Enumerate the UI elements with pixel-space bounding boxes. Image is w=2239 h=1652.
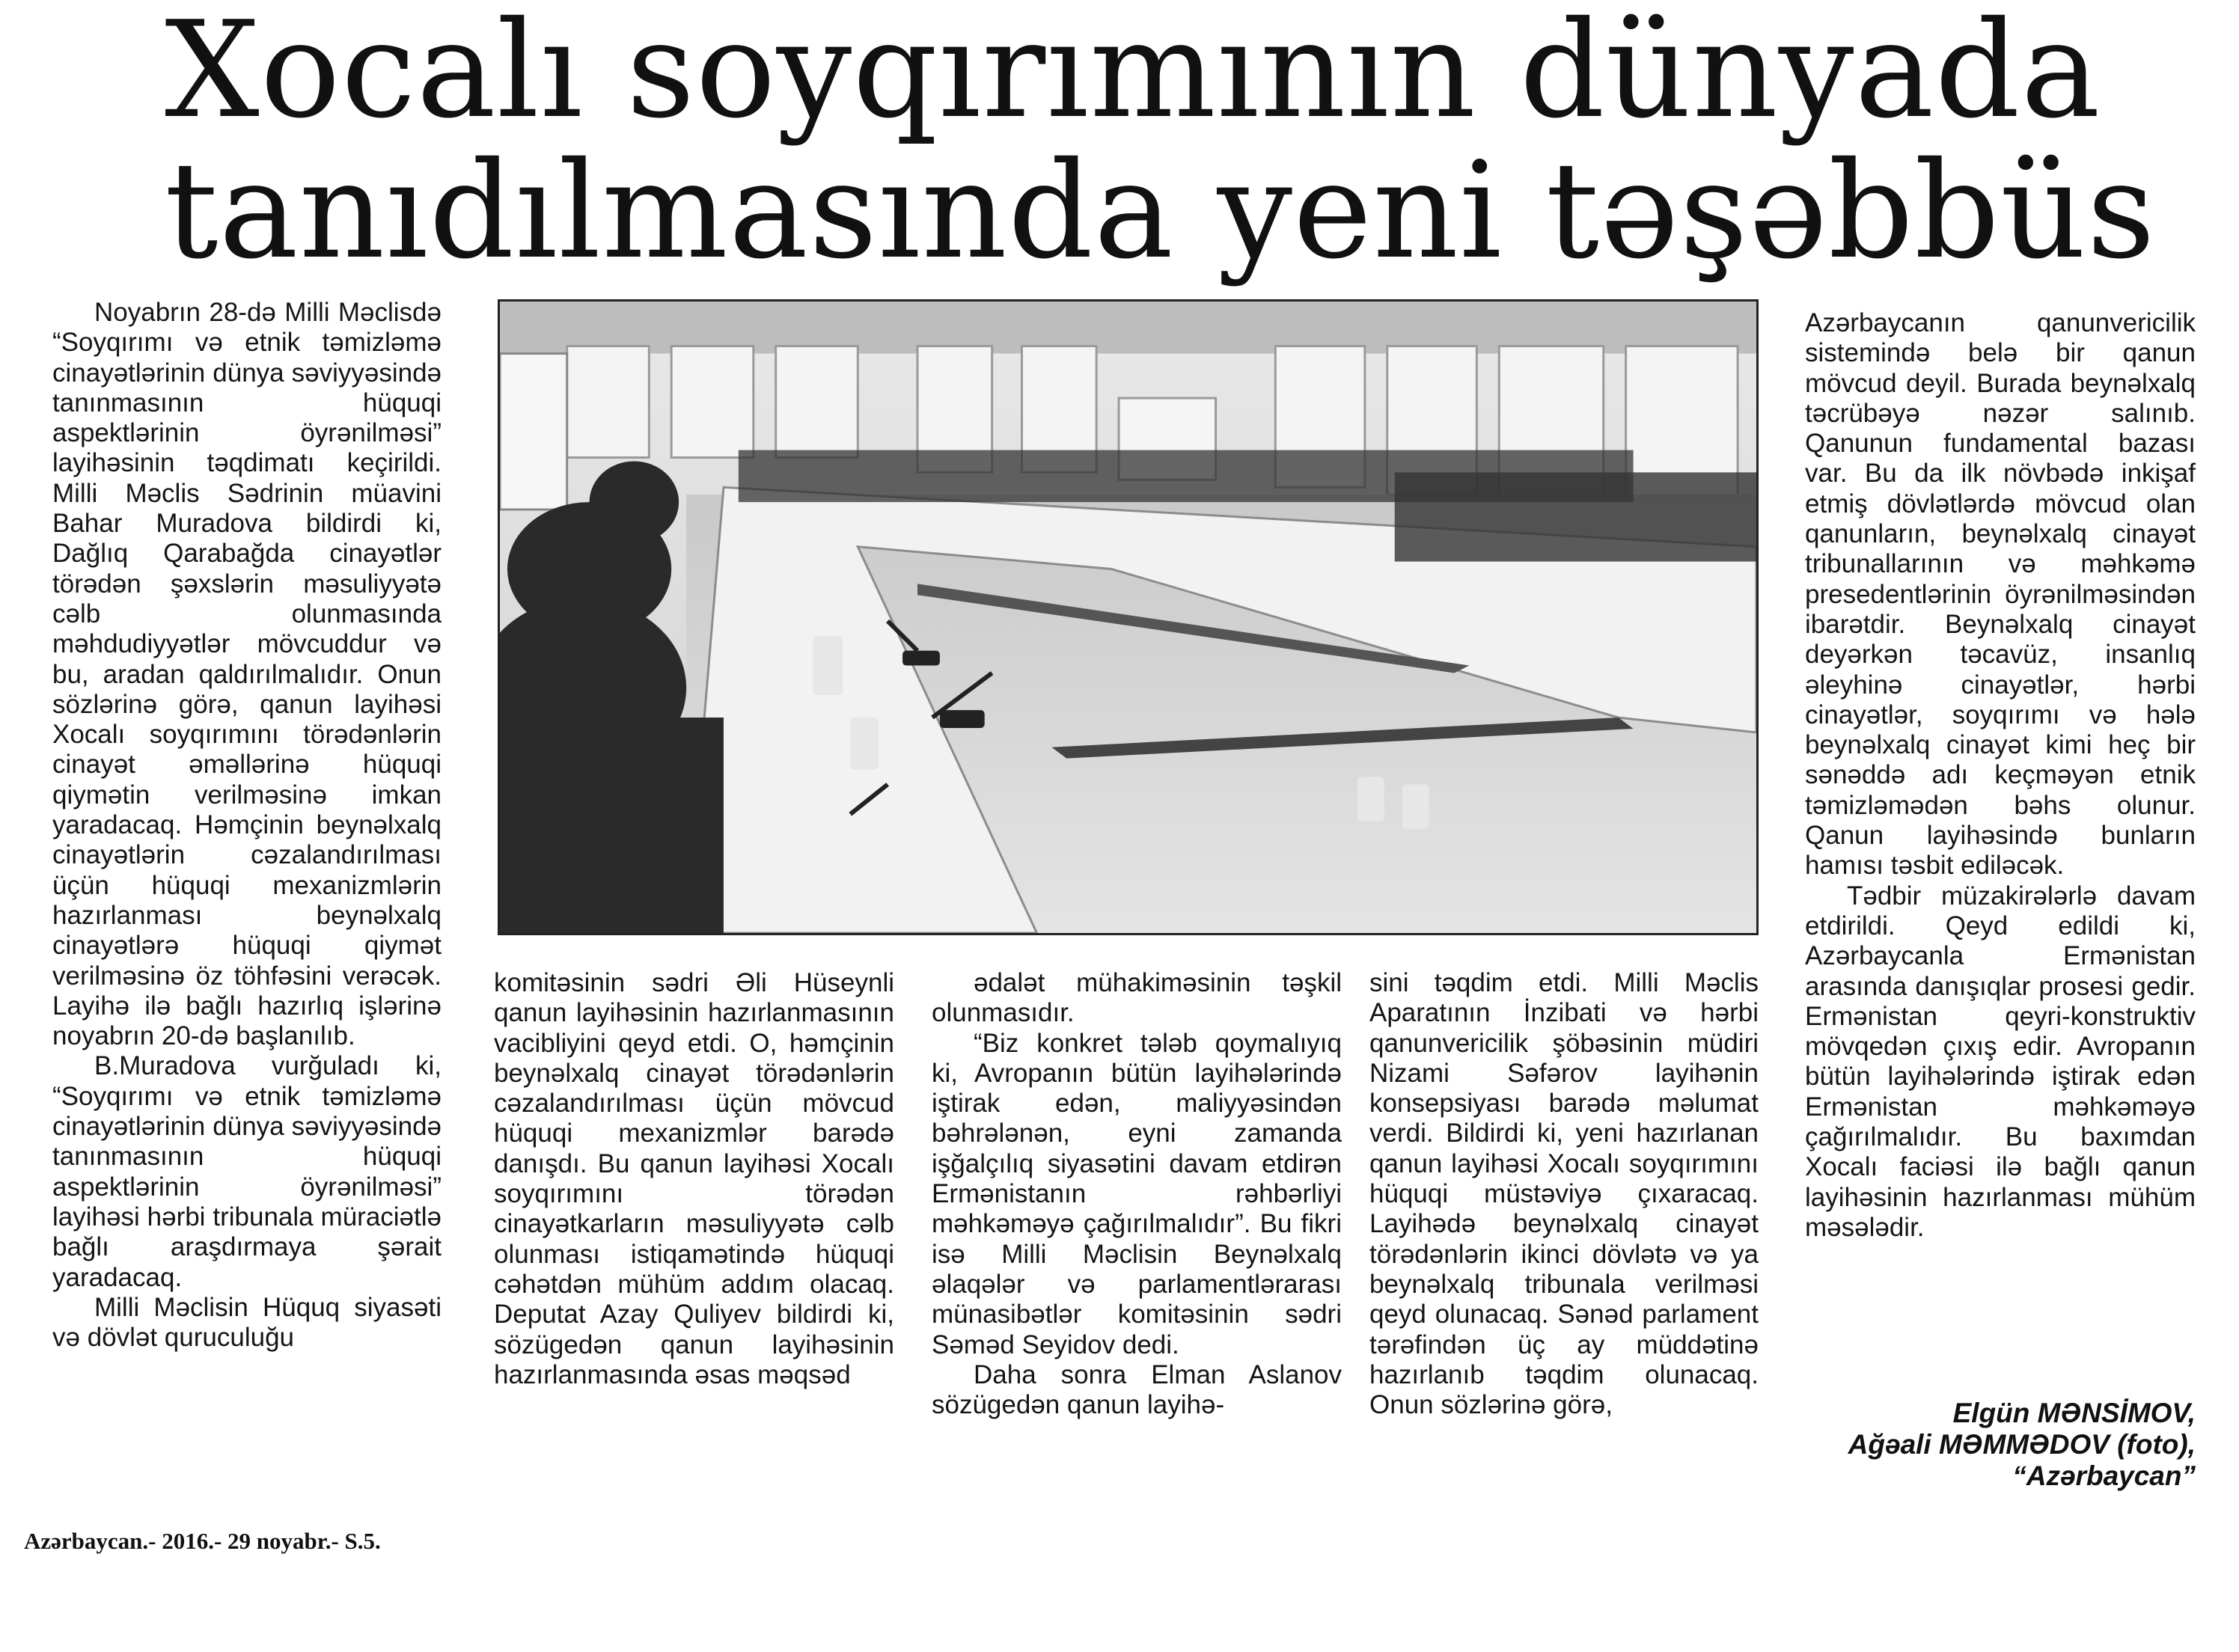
paragraph: Noyabrın 28-də Milli Məclisdə “Soyqırımı və etnik təmizləmə cinayətlərinin dünya səviyyəsində tanınmasının hüquqi aspektlərinin öyrənilməsi” layihəsinin təqdimatı keçirildi. Milli Məclis Sədrinin müavini Bahar Muradova bildirdi ki, Dağlıq Qarabağda cinayətlər törədən şəxslərin məsuliyyətə cəlb olunmasında məhdudiyyətlər mövcuddur və bu, aradan qaldırılmalıdır. Onun sözlərinə görə, qanun layihəsi Xocalı soyqırımını törədənlərin cinayət əməllərinə hüquqi qiymətin verilməsinə imkan yaradacaq. Həmçinin beynəlxalq cinayətlərin cəzalandırılması üçün hüquqi mexanizmlərin hazırlanması beynəlxalq cinayətlərə hüquqi qiymət verilməsinə öz töhfəsini verəcək. Layihə ilə bağlı hazırlıq işlərinə noyabrın 20-də başlanılıb. [52, 298, 442, 1051]
paragraph: Azərbaycanın qanunvericilik sistemində belə bir qanun mövcud deyil. Burada beynəlxalq təcrübəyə nəzər salınıb. Qanunun fundamental bazası var. Bu da ilk növbədə inkişaf etmiş dövlətlərdə mövcud olan qanunların, beynəlxalq cinayət tribunallarının və məhkəmə presedentlərinin öyrənilməsindən ibarətdir. Beynəlxalq cinayət deyərkən təcavüz, insanlıq əleyhinə cinayətlər, hərbi cinayətlər, soyqırımı və hələ beynəlxalq cinayət kimi heç bir sənəddə adı keçməyən etnik təmizləmədən bəhs olunur. Qanun layihəsində bunların hamısı təsbit ediləcək. [1805, 308, 2196, 881]
byline-author: Elgün MƏNSİMOV, [1952, 1398, 2196, 1428]
headline [165, 0, 2156, 288]
paragraph: sini təqdim etdi. Milli Məclis Aparatının İnzibati və hərbi qanunvericilik şöbəsinin müdiri Nizami Səfərov layihənin konsepsiyası barədə məlumat verdi. Bildirdi ki, yeni hazırlanan qanun layihəsi Xocalı soyqırımını hüquqi müstəviyə çıxaracaq. Layihədə beynəlxalq cinayət törədənlərin ikinci dövlətə və ya beynəlxalq tribunala verilməsi qeyd olunacaq. Sənəd parlament tərəfindən üç ay müddətinə hazırlanıb təqdim olunacaq. Onun sözlərinə görə, [1369, 968, 1759, 1420]
article-column-5 [1805, 308, 2196, 1243]
article-column-4 [1369, 968, 1759, 1420]
conference-photo [498, 299, 1759, 935]
byline-publication: “Azərbaycan” [2012, 1460, 2196, 1491]
byline-photographer: Ağəali MƏMMƏDOV (foto), [1848, 1429, 2196, 1460]
conference-photo-icon [500, 302, 1756, 933]
paragraph: Daha sonra Elman Aslanov sözügedən qanun layihə- [932, 1359, 1342, 1420]
paragraph: ədalət mühakiməsinin təşkil olunmasıdır. [932, 968, 1342, 1028]
article-column-2 [494, 968, 894, 1390]
headline-line-2: tanıdılmasında yeni təşəbbüs [165, 133, 2156, 288]
source-citation: Azərbaycan.- 2016.- 29 noyabr.- S.5. [24, 1528, 381, 1554]
article-column-1 [52, 298, 442, 1353]
paragraph: B.Muradova vurğuladı ki, “Soyqırımı və etnik təmizləmə cinayətlərinin dünya səviyyəsində tanınmasının hüquqi aspektlərinin öyrənilməsi” layihəsi hərbi tribunala müraciətlə bağlı araşdırmaya şərait yaradacaq. [52, 1051, 442, 1292]
paragraph: Milli Məclisin Hüquq siyasəti və dövlət quruculuğu [52, 1292, 442, 1353]
paragraph: “Biz konkret tələb qoymalıyıq ki, Avropanın bütün layihələrində iştirak edən, maliyyəsindən bəhrələnən, eyni zamanda işğalçılıq siyasətini davam etdirən Ermənistanın rəhbərliyi məhkəməyə çağırılmalıdır”. Bu fikri isə Milli Məclisin Beynəlxalq əlaqələr və parlamentlərarası münasibətlər komitəsinin sədri Səməd Seyidov dedi. [932, 1028, 1342, 1359]
byline [1721, 1398, 2196, 1492]
article-column-3 [932, 968, 1342, 1420]
paragraph: Tədbir müzakirələrlə davam etdirildi. Qeyd edildi ki, Azərbaycanla Ermənistan arasında danışıqlar prosesi gedir. Ermənistan qeyri-konstruktiv mövqedən çıxış edir. Avropanın bütün layihələrində iştirak edən Ermənistan məhkəməyə çağırılmalıdır. Bu baxımdan Xocalı faciəsi ilə bağlı qanun layihəsinin hazırlanması mühüm məsələdir. [1805, 881, 2196, 1242]
headline-line-1: Xocalı soyqırımının dünyada [165, 0, 2101, 147]
paragraph: komitəsinin sədri Əli Hüseynli qanun layihəsinin hazırlanmasının vacibliyini qeyd etdi. O, həmçinin beynəlxalq cinayət törədənlərin cəzalandırılması üçün mövcud hüquqi mexanizmlər barədə danışdı. Bu qanun layihəsi Xocalı soyqırımını törədən cinayətkarların məsuliyyətə cəlb olunması istiqamətində hüquqi cəhətdən mühüm addım olacaq. Deputat Azay Quliyev bildirdi ki, sözügedən qanun layihəsinin hazırlanmasında əsas məqsəd [494, 968, 894, 1389]
